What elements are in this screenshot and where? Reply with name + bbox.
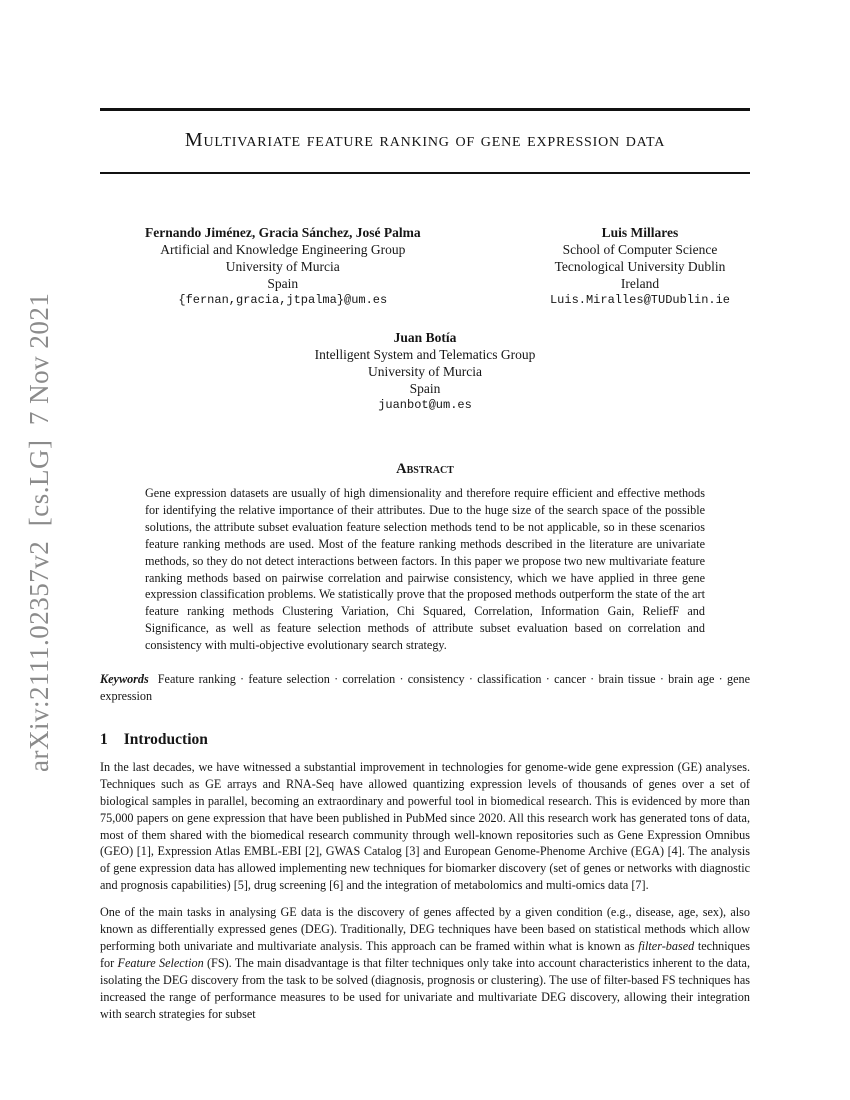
author-names: Fernando Jiménez, Gracia Sánchez, José Palma: [145, 225, 421, 240]
author-block-botia: [100, 329, 750, 414]
author-block-millares: [550, 224, 730, 309]
title-rule-top: [100, 108, 750, 111]
author-block-jimenez: [145, 224, 421, 309]
section-heading-introduction: [100, 730, 750, 749]
keywords-text: Feature ranking · feature selection · correlation · consistency · classification · cancer · brain tissue · brain age · gene expression: [100, 672, 750, 703]
author-affiliation-school: School of Computer Science: [562, 242, 718, 257]
paper-title: Multivariate feature ranking of gene expression data: [184, 128, 666, 151]
intro-paragraph-2: One of the main tasks in analysing GE data is the discovery of genes affected by a given condition (e.g., disease, age, sex), also known as differentially expressed genes (DEG). Traditionally, DEG techniques have been based on statistical methods which allow performing both univariate and multivariate analysis. This approach can be framed within what is known as filter-based techniques for Feature Selection (FS). The main disadvantage is that filter techniques only take into account characteristics inherent to the data, isolating the DEG discovery from the task to be solved (diagnosis, prognosis or clustering). The use of filter-based FS techniques has increased the range of performance measures to be used for univariate and multivariate DEG discovery, allowing their integration with search strategies for subset: [100, 905, 751, 1021]
author-affiliation-university: University of Murcia: [368, 364, 482, 379]
author-affiliation-country: Spain: [267, 276, 299, 291]
keywords-line: [100, 671, 750, 705]
paper-content: [100, 0, 750, 1022]
author-affiliation-country: Spain: [409, 381, 441, 396]
section-number: 1: [100, 730, 108, 748]
authors-row: [100, 224, 750, 309]
author-email: juanbot@um.es: [378, 398, 472, 412]
intro-paragraph-1: In the last decades, we have witnessed a substantial improvement in technologies for genome-wide gene expression (GE) analyses. Techniques such as GE arrays and RNA-Seq have allowed quantizing expression levels of thousands of genes over a set of biological samples in parallel, becoming an extraordinary and powerful tool in biomedical research. This is evidenced by more than 75,000 papers on gene expression that have been published in PubMed since 2020. All this research work has generated tons of data, most of them shared with the biomedical research community through well-known repositories such as Gene Expression Omnibus (GEO) [1], Expression Atlas EMBL-EBI [2], GWAS Catalog [3] and European Genome-Phenome Archive (EGA) [4]. The analysis of gene expression data has allowed implementing new techniques for biomarker discovery (set of genes or networks with diagnostic and prognosis capabilities) [5], drug screening [6] and the integration of metabolomics and multi-omics data [7].: [100, 759, 750, 893]
author-affiliation-group: Artificial and Knowledge Engineering Group: [160, 242, 406, 257]
author-affiliation-country: Ireland: [620, 276, 660, 291]
author-email: {fernan,gracia,jtpalma}@um.es: [178, 293, 388, 307]
author-affiliation-university: University of Murcia: [225, 259, 340, 274]
author-affiliation-group: Intelligent System and Telematics Group: [314, 347, 536, 362]
arxiv-watermark: arXiv:2111.02357v2 [cs.LG] 7 Nov 2021: [24, 292, 54, 772]
author-names: Juan Botía: [393, 330, 457, 345]
abstract-heading: Abstract: [396, 461, 454, 477]
section-title: Introduction: [123, 730, 208, 748]
keywords-label: Keywords: [100, 672, 149, 687]
author-email: Luis.Miralles@TUDublin.ie: [549, 293, 730, 307]
author-affiliation-university: Tecnological University Dublin: [554, 259, 726, 274]
title-rule-bottom: [100, 172, 750, 175]
abstract-text: Gene expression datasets are usually of high dimensionality and therefore require efficient and effective methods for identifying the relative importance of their attributes. Due to the huge size of the search space of the possible solutions, the attribute subset evaluation feature selection methods tend to be not applicable, so in these scenarios feature ranking methods are used. Most of the feature ranking methods described in the literature are univariate methods, so they do not detect interactions between factors. In this paper we propose two new multivariate feature ranking methods based on pairwise correlation and pairwise consistency, which we have applied in three gene expression classification problems. We statistically prove that the proposed methods outperform the state of the art feature ranking methods Clustering Variation, Chi Squared, Correlation, Information Gain, ReliefF and Significance, as well as feature selection methods of attribute subset evaluation based on correlation and consistency with multi-objective evolutionary search strategy.: [145, 486, 705, 653]
author-names: Luis Millares: [601, 225, 679, 240]
